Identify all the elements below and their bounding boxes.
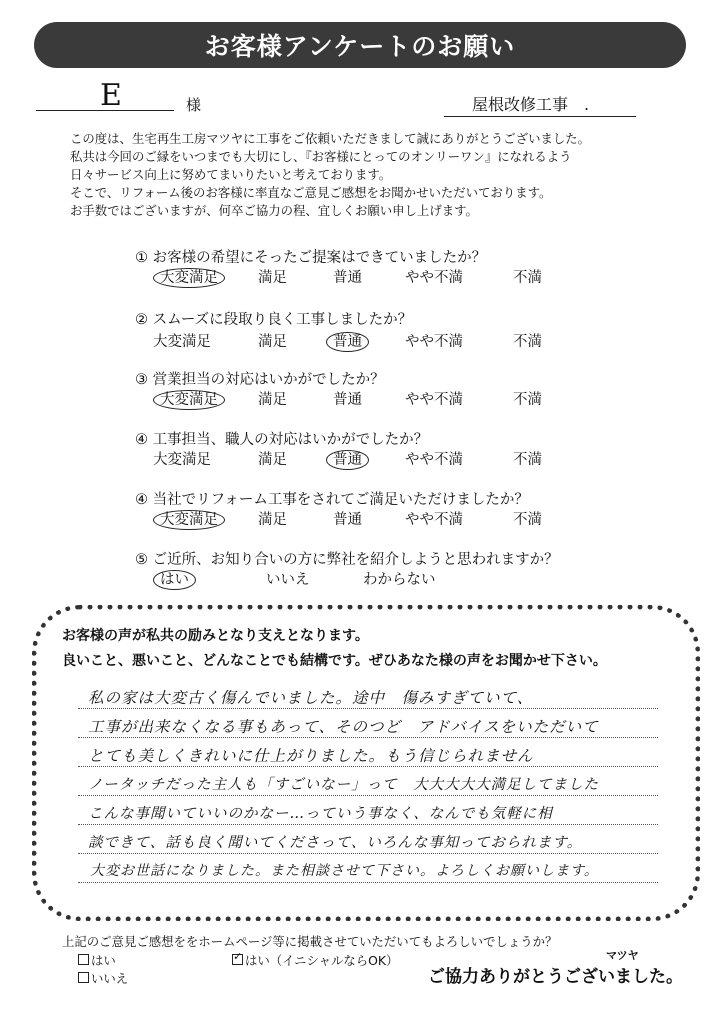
q1-option-satisfied[interactable]: 満足 — [258, 270, 287, 286]
ruled-line — [78, 882, 658, 884]
intro-line: この度は、生宅再生工房マツヤに工事をご依頼いただきまして誠にありがとうございました。 — [70, 131, 591, 146]
q2-option-normal[interactable] — [333, 330, 369, 351]
consent-option-no[interactable]: いいえ — [78, 969, 128, 987]
q2-option-dissatisfied[interactable]: 不満 — [513, 334, 542, 350]
question-5: ④ 当社でリフォーム工事をされてご満足いただけましたか？ — [135, 492, 529, 508]
comment-heading-1: お客様の声が私共の励みとなり支えとなります。 — [62, 628, 369, 644]
q5-option-dissatisfied[interactable]: 不満 — [513, 512, 542, 528]
q2-option-label: 普通 — [326, 332, 369, 352]
customer-name: E — [100, 78, 122, 113]
intro-text — [70, 130, 670, 220]
q1-option-label: 大変満足 — [153, 268, 225, 288]
question-6: ⑤ ご近所、お知り合いの方に弊社を紹介しようと思われますか？ — [135, 552, 559, 568]
ruled-line — [78, 766, 658, 768]
title-banner — [34, 22, 686, 68]
q3-option-dissatisfied[interactable]: 不満 — [513, 392, 542, 408]
handwritten-comment-line: 私の家は大変古く傷んでいました。途中 傷みすぎていて、 — [88, 689, 534, 707]
handwritten-comment-line: 工事が出来なくなる事もあって、そのつど アドバイスをいただいて — [88, 718, 599, 736]
question-4: ④ 工事担当、職人の対応はいかがでしたか？ — [135, 432, 429, 448]
ruled-line — [78, 824, 658, 826]
q1-option-normal[interactable]: 普通 — [333, 270, 362, 286]
q1-option-somewhat-dissatisfied[interactable]: やや不満 — [405, 270, 463, 286]
q1-option-dissatisfied[interactable]: 不満 — [513, 270, 542, 286]
q5-option-label: 大変満足 — [153, 510, 225, 530]
q3-option-very-satisfied[interactable] — [160, 388, 225, 409]
q6-option-no[interactable]: いいえ — [266, 572, 310, 588]
q4-option-very-satisfied[interactable]: 大変満足 — [153, 452, 211, 468]
q4-option-label: 普通 — [326, 450, 369, 470]
q5-option-somewhat-dissatisfied[interactable]: やや不満 — [405, 512, 463, 528]
question-2: ② スムーズに段取り良く工事しましたか？ — [135, 312, 413, 328]
question-3: ③ 営業担当の対応はいかがでしたか？ — [135, 372, 385, 388]
thank-you-message: ご協力ありがとうございました。 — [428, 967, 683, 987]
q3-option-label: 大変満足 — [153, 390, 225, 410]
q5-option-very-satisfied[interactable] — [160, 508, 225, 529]
question-1: ① お客様の希望にそったご提案はできていましたか？ — [135, 250, 487, 266]
handwritten-comment-line: こんな事聞いていいのかなー…っていう事なく、なんでも気軽に相 — [88, 806, 553, 822]
handwritten-comment-line: とても美しくきれいに仕上がりました。もう信じられません — [88, 747, 534, 765]
q2-option-satisfied[interactable]: 満足 — [258, 334, 287, 350]
customer-suffix: 様 — [186, 96, 202, 114]
q5-option-satisfied[interactable]: 満足 — [258, 512, 287, 528]
intro-line: 日々サービス向上に努めてまいりたいと考えております。 — [70, 167, 392, 182]
handwritten-comment-line: 談できて、話も良く聞いてくださって、いろんな事知っておられます。 — [88, 835, 583, 851]
intro-line: 私共は今回のご縁をいつまでも大切にし、『お客様にとってのオンリーワン』になれるよう — [70, 149, 572, 164]
ruled-line — [78, 795, 658, 797]
handwritten-comment-line: 大変お世話になりました。また相談させて下さい。よろしくお願いします。 — [90, 863, 599, 879]
q2-option-very-satisfied[interactable]: 大変満足 — [153, 334, 211, 350]
q5-option-normal[interactable]: 普通 — [333, 512, 362, 528]
consent-option-initials[interactable]: ✓ はい（イニシャルならOK） — [233, 950, 399, 968]
ruled-line — [78, 853, 658, 855]
q4-option-dissatisfied[interactable]: 不満 — [513, 452, 542, 468]
q6-option-unsure[interactable]: わからない — [363, 572, 436, 588]
q1-option-very-satisfied[interactable] — [160, 266, 225, 287]
checkbox-icon[interactable] — [78, 954, 89, 965]
q4-option-satisfied[interactable]: 満足 — [258, 452, 287, 468]
page-title: お客様アンケートのお願い — [204, 32, 516, 61]
ruled-line — [78, 708, 658, 710]
comment-heading-2: 良いこと、悪いこと、どんなことでも結構です。ぜひあなた様の声をお聞かせ下さい。 — [62, 653, 607, 669]
company-logo: マツヤ — [606, 949, 639, 962]
q6-option-label: はい — [153, 570, 196, 590]
q3-option-satisfied[interactable]: 満足 — [258, 392, 287, 408]
intro-line: そこで、リフォーム後のお客様に率直なご意見ご感想をお聞かせいただいております。 — [70, 185, 552, 200]
q4-option-normal[interactable] — [333, 448, 369, 469]
intro-line: お手数ではございますが、何卒ご協力の程、宜しくお願い申し上げます。 — [70, 203, 478, 218]
q3-option-normal[interactable]: 普通 — [333, 392, 362, 408]
handwritten-comment-line: ノータッチだった主人も「すごいなー」って 大大大大大満足してました — [88, 777, 600, 793]
q6-option-yes[interactable] — [160, 568, 196, 589]
checkbox-icon[interactable] — [78, 972, 89, 983]
q2-option-somewhat-dissatisfied[interactable]: やや不満 — [405, 334, 463, 350]
q3-option-somewhat-dissatisfied[interactable]: やや不満 — [405, 392, 463, 408]
publish-consent-question: 上記のご意見ご感想ををホームページ等に掲載させていただいてもよろしいでしょうか？ — [62, 934, 558, 949]
consent-option-yes[interactable]: はい — [78, 951, 116, 969]
q4-option-somewhat-dissatisfied[interactable]: やや不満 — [405, 452, 463, 468]
ruled-line — [78, 737, 658, 739]
checkbox-checked-icon[interactable]: ✓ — [233, 950, 243, 963]
work-type: 屋根改修工事 . — [472, 95, 590, 114]
